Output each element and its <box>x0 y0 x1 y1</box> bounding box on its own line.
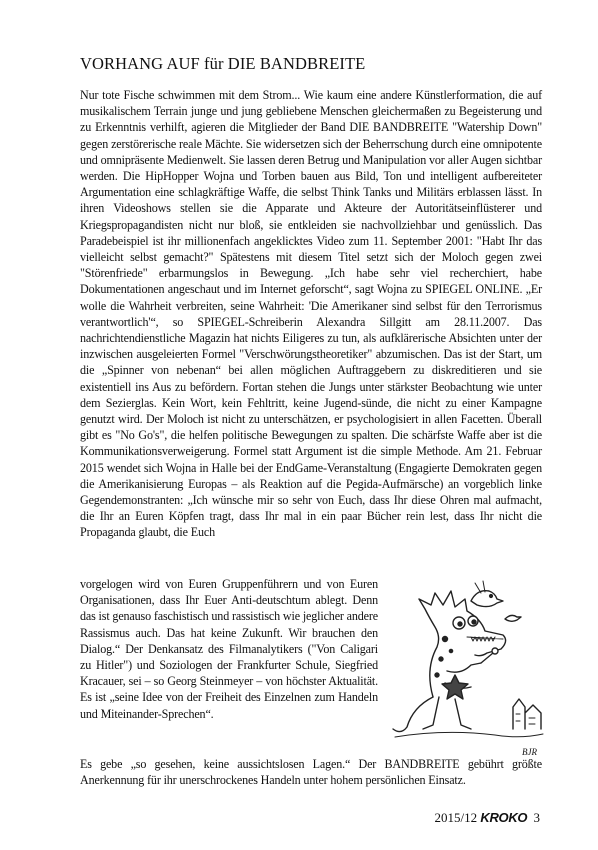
article-body-top <box>80 87 542 541</box>
page-number: 3 <box>533 810 540 825</box>
article-paragraph-wrapped: vorgelogen wird von Euren Gruppenführern und von Euren Organisationen, dass Ihr Euer Anti-deutschtum ablegt. Denn das ist genauso faschistisch und rassistisch wie jeglicher andere Rassismus auch. Das hat keine Zukunft. Wir brauchen den Dialog.“ Der Denkansatz des Filmanalytikers ("Von Caligari zu Hitler") und Soziologen der Frankfurter Schule, Siegfried Kracauer, sei – so Georg Steinmeyer – von höchster Aktualität. Es ist „seine Idee von der Freiheit des Einzelnen zum Handeln und Miteinander-Sprechen“. <box>80 577 378 721</box>
magazine-logo: KROKO <box>480 810 528 825</box>
article-paragraph-bottom: Es gebe „so gesehen, keine aussichtslosen Lagen.“ Der BANDBREITE gebührt größte Anerkennung für ihr unerschrockenes Handeln unter hohem persönlichen Einsatz. <box>80 757 542 788</box>
issue-number: 2015/12 <box>434 810 478 825</box>
article-body-wrapped <box>80 576 378 722</box>
article-paragraph-top: Nur tote Fische schwimmen mit dem Strom... Wie kaum eine andere Künstlerformation, die auf musikalischem Terrain junge und jung gebliebene Menschen gleichermaßen zu Begeisterung und zu Erkenntnis verhilft, agieren die Mitglieder der Band DIE BANDBREITE "Watership Down" gegen zerstörerische reale Mächte. Sie widersetzen sich der Beherrschung durch eine omnipotente und omnipräsente Medienwelt. Sie lassen deren Betrug und Manipulation vor aller Augen sichtbar werden. Die HipHopper Wojna und Torben bauen aus Bild, Ton und intelligent aufbereiteter Argumentation eine schlagkräftige Waffe, die selbst Think Tanks und Militärs erblassen lässt. In ihren Videoshows stellen sie die Apparate und Akteure der Autoritätseinflüsterer und Kriegspropagandisten nicht nur bloß, sie entkleiden sie nachvollziehbar und genüsslich. Das Paradebeispiel ist ihr millionenfach angeklicktes Video zum 11. September 2001: "Habt Ihr das vielleicht selbst gemacht?" Spätestens mit diesem Titel setzt sich der Moloch gegen zwei "Störenfriede" erbarmungslos in Bewegung. „Ich habe sehr viel recherchiert, habe Dokumentationen angeschaut und im Internet geforscht“, sagt Wojna zu SPIEGEL ONLINE. „Er wolle die Wahrheit verbreiten, seine Wahrheit: 'Die Amerikaner sind selbst für den Terrorismus verantwortlich'“, so SPIEGEL-Schreiberin Alexandra Sillgitt am 28.11.2007. Das nachrichtendienstliche Magazin hat nichts Eiligeres zu tun, als aufklärerische Absichten unter der inzwischen ausgeleierten Formel "Verschwörungstheoretiker" abzumischen. Das ist der Start, um die „Spinner von nebenan“ bei allen möglichen Auftraggebern zu diskreditieren und sie existentiell ins Aus zu befördern. Fortan stehen die Jungs unter stärkster Beobachtung wie unter dem Sezierglas. Kein Wort, kein Fehltritt, keine Jugend-sünde, die nicht zu einer Kampagne genutzt wird. Der Moloch ist nicht zu unterschätzen, er psychologisiert in allen Facetten. Überall gibt es "No Go's", die helfen politische Bewegungen zu spalten. Die schärfste Waffe aber ist die Kommunikationsverweigerung. Formel statt Argument ist die simple Methode. Am 21. Februar 2015 wendet sich Wojna in Halle bei der EndGame-Veranstaltung (Engagierte Demokraten gegen die Amerikanisierung Europas – als Reaktion auf die Pegida-Aufmärsche) an vorgeblich linke Gegendemonstranten: „Ich wünsche mir so sehr von Euch, dass Ihr diese Ohren mal aufmacht, die Ihr an Euren Köpfen tragt, dass Ihr mal in ein paar Bücher rein lest, dass Ihr nicht die Propaganda glaubt, die Euch <box>80 88 542 540</box>
illustration-signature: BJR <box>522 747 537 757</box>
page-footer <box>434 810 540 826</box>
dragon-cartoon-with-bird-icon <box>385 579 545 759</box>
article-body-bottom <box>80 756 542 788</box>
article-title: VORHANG AUF für DIE BANDBREITE <box>80 54 366 73</box>
